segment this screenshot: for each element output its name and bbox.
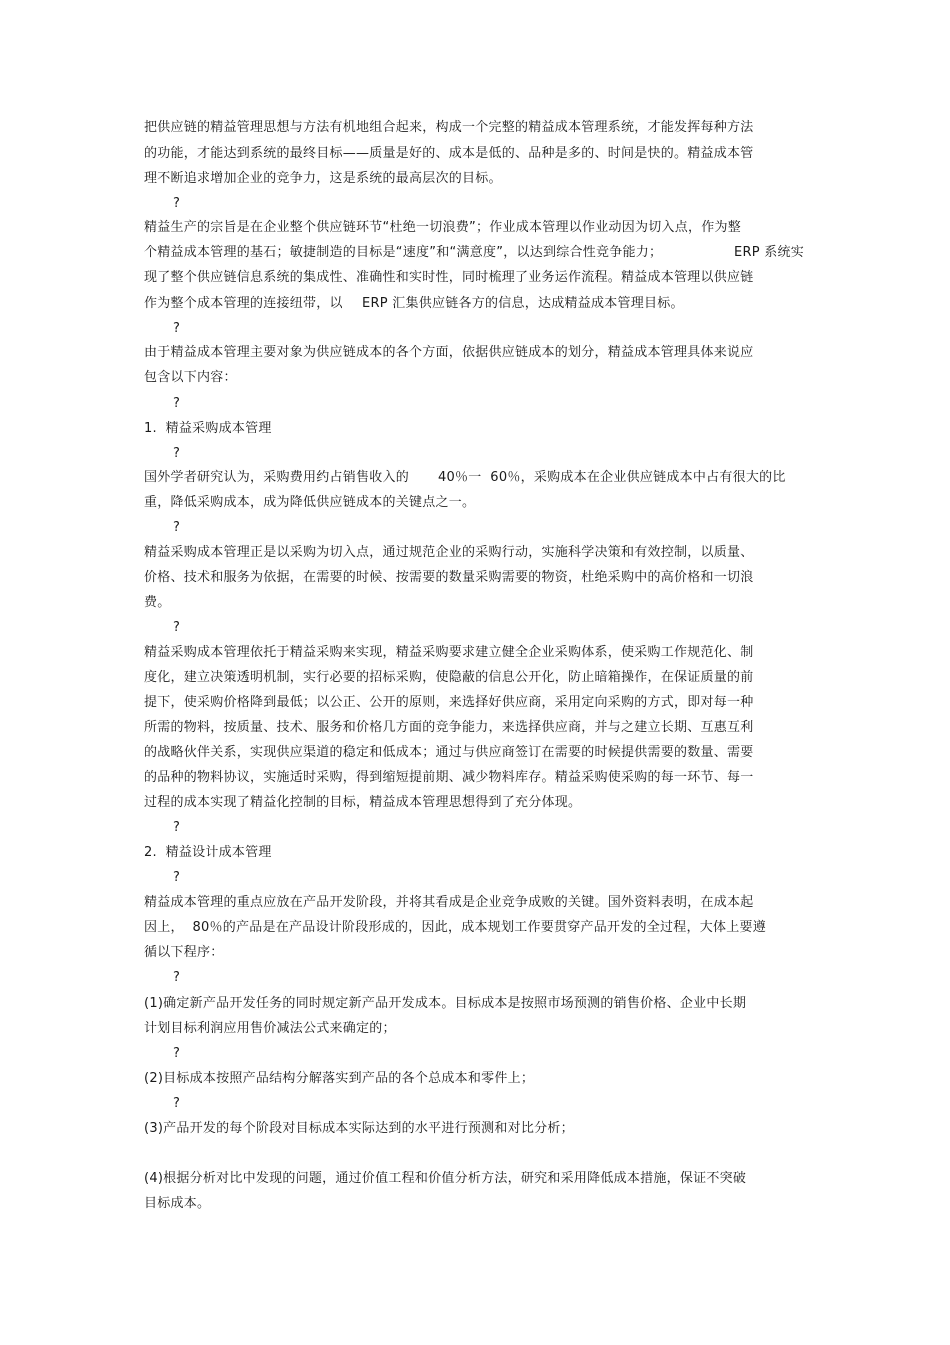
step-1-line-2: 计划目标利润应用售价减法公式来确定的； <box>144 1021 396 1036</box>
question-mark: ? <box>173 970 181 985</box>
section-heading-1: 1. 精益采购成本管理 <box>144 421 272 436</box>
question-mark: ? <box>173 870 181 885</box>
para-6-line-6: 的品种的物料协议，实施适时采购，得到缩短提前期、减少物料库存。精益采购使采购的每一环节、每一 <box>144 770 754 785</box>
para-2-line-2: 个精益成本管理的基石；敏捷制造的目标是“速度”和“满意度”，以达到综合性竞争能力； <box>144 245 663 260</box>
step-4-line-1: (4)根据分析对比中发现的问题，通过价值工程和价值分析方法，研究和采用降低成本措施，保证不突破 <box>144 1171 747 1186</box>
para-7-line-1: 精益成本管理的重点应放在产品开发阶段，并将其看成是企业竞争成败的关键。国外资料表明，在成本起 <box>144 895 754 910</box>
question-mark: ? <box>173 520 181 535</box>
question-mark: ? <box>173 820 181 835</box>
para-6-line-3: 提下，使采购价格降到最低；以公正、公开的原则，来选择好供应商，采用定向采购的方式，即对每一种 <box>144 695 754 710</box>
para-1-line-2: 的功能，才能达到系统的最终目标——质量是好的、成本是低的、品种是多的、时间是快的。精益成本管 <box>144 146 754 161</box>
para-2-line-3: 现了整个供应链信息系统的集成性、准确性和实时性，同时梳理了业务运作流程。精益成本管理以供应链 <box>144 270 754 285</box>
para-5-line-2: 价格、技术和服务为依据，在需要的时候、按需要的数量采购需要的物资，杜绝采购中的高价格和一切浪 <box>144 570 754 585</box>
para-7-line-3: 循以下程序： <box>144 945 224 960</box>
para-3-line-1: 由于精益成本管理主要对象为供应链成本的各个方面，依据供应链成本的划分，精益成本管理具体来说应 <box>144 345 754 360</box>
step-4-line-2: 目标成本。 <box>144 1196 211 1211</box>
para-6-line-1: 精益采购成本管理依托于精益采购来实现，精益采购要求建立健全企业采购体系，使采购工作规范化、制 <box>144 645 754 660</box>
para-2-line-4-tail: ERP 汇集供应链各方的信息，达成精益成本管理目标。 <box>362 296 684 311</box>
para-2-line-2-tail: ERP 系统实 <box>734 245 804 260</box>
step-3: (3)产品开发的每个阶段对目标成本实际达到的水平进行预测和对比分析； <box>144 1121 574 1136</box>
para-2-line-1: 精益生产的宗旨是在企业整个供应链环节“杜绝一切浪费”；作业成本管理以作业动因为切入点，作为整 <box>144 220 741 235</box>
para-1-line-3: 理不断追求增加企业的竞争力，这是系统的最高层次的目标。 <box>144 171 502 186</box>
section-heading-2: 2. 精益设计成本管理 <box>144 845 272 860</box>
question-mark: ? <box>173 620 181 635</box>
question-mark: ? <box>173 196 181 211</box>
para-6-line-5: 的战略伙伴关系，实现供应渠道的稳定和低成本；通过与供应商签订在需要的时候提供需要的数量、需要 <box>144 745 754 760</box>
para-4-line-1-tail: 40％一 60％，采购成本在企业供应链成本中占有很大的比 <box>438 470 786 485</box>
para-6-line-2: 度化，建立决策透明机制，实行必要的招标采购，使隐蔽的信息公开化，防止暗箱操作，在保证质量的前 <box>144 670 754 685</box>
para-7-line-2: 因上， 80％的产品是在产品设计阶段形成的，因此，成本规划工作要贯穿产品开发的全过程，大体上要遵 <box>144 920 767 935</box>
para-1-line-1: 把供应链的精益管理思想与方法有机地组合起来，构成一个完整的精益成本管理系统，才能发挥每种方法 <box>144 120 754 135</box>
step-2: (2)目标成本按照产品结构分解落实到产品的各个总成本和零件上； <box>144 1071 535 1086</box>
para-6-line-4: 所需的物料，按质量、技术、服务和价格几方面的竞争能力，来选择供应商，并与之建立长期、互惠互利 <box>144 720 754 735</box>
para-5-line-1: 精益采购成本管理正是以采购为切入点，通过规范企业的采购行动，实施科学决策和有效控制，以质量、 <box>144 545 754 560</box>
step-1-line-1: (1)确定新产品开发任务的同时规定新产品开发成本。目标成本是按照市场预测的销售价格、企业中长期 <box>144 996 747 1011</box>
question-mark: ? <box>173 446 181 461</box>
para-5-line-3: 费。 <box>144 595 171 610</box>
para-4-line-1: 国外学者研究认为，采购费用约占销售收入的 <box>144 470 410 485</box>
question-mark: ? <box>173 321 181 336</box>
para-3-line-2: 包含以下内容： <box>144 370 237 385</box>
para-2-line-4: 作为整个成本管理的连接纽带，以 <box>144 296 343 311</box>
question-mark: ? <box>173 396 181 411</box>
para-4-line-2: 重，降低采购成本，成为降低供应链成本的关键点之一。 <box>144 495 476 510</box>
question-mark: ? <box>173 1096 181 1111</box>
question-mark: ? <box>173 1046 181 1061</box>
para-6-line-7: 过程的成本实现了精益化控制的目标，精益成本管理思想得到了充分体现。 <box>144 795 582 810</box>
